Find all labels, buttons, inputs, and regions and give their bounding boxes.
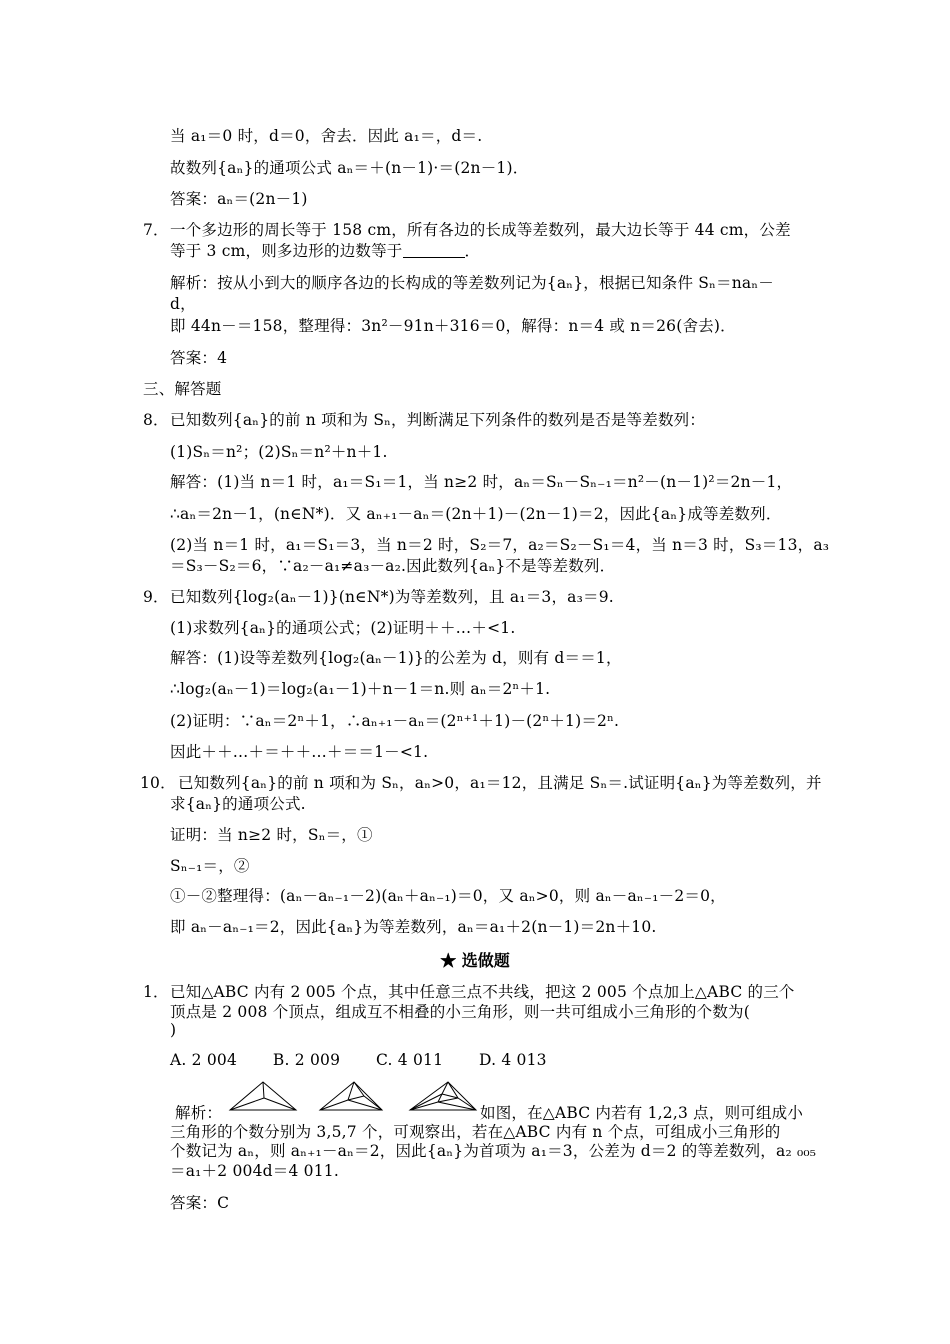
question-text: 已知△ABC 内有 2 005 个点，其中任意三点不共线，把这 2 005 个点加上△ABC 的三个 xyxy=(170,983,795,1001)
solution-line: ∴log₂(aₙ－1)＝log₂(a₁－1)＋n－1＝n.则 aₙ＝2ⁿ＋1. xyxy=(170,680,551,698)
question-text: (1)求数列{aₙ}的通项公式；(2)证明＋＋…＋<1. xyxy=(170,619,516,637)
answer-line: 答案：C xyxy=(170,1194,230,1212)
answer-choices: A. 2 004 B. 2 009 C. 4 011 D. 4 013 xyxy=(170,1051,547,1069)
optional-section-title: ★ 选做题 xyxy=(440,951,510,970)
question-text-part: ． xyxy=(464,242,481,260)
question-text: 已知数列{aₙ}的前 n 项和为 Sₙ，判断满足下列条件的数列是否是等差数列： xyxy=(170,411,706,429)
question-text-part: 等于 3 cm，则多边形的边数等于 xyxy=(170,242,403,260)
solution-line: d， xyxy=(170,295,196,313)
triangle-figure-3 xyxy=(408,1080,478,1112)
question-text: 一个多边形的周长等于 158 cm，所有各边的长成等差数列，最大边长等于 44 cm，公差 xyxy=(170,221,791,239)
question-text: (1)Sₙ＝n²；(2)Sₙ＝n²＋n＋1. xyxy=(170,443,388,461)
solution-line: 证明：当 n≥2 时，Sₙ＝，① xyxy=(170,826,373,844)
solution-line: 解答：(1)当 n＝1 时，a₁＝S₁＝1，当 n≥2 时，aₙ＝Sₙ－Sₙ₋₁＝n²－(n－1)²＝2n－1， xyxy=(170,473,793,491)
question-text: ) xyxy=(170,1021,177,1039)
text-line: 当 a₁＝0 时，d＝0，舍去．因此 a₁＝，d＝. xyxy=(170,127,483,145)
triangle-figure-1 xyxy=(228,1080,298,1112)
question-number: 7． xyxy=(143,221,169,239)
solution-line: 即 aₙ－aₙ₋₁＝2，因此{aₙ}为等差数列，aₙ＝a₁＋2(n－1)＝2n＋10. xyxy=(170,918,657,936)
solution-line: ∴aₙ＝2n－1，(n∈N*)．又 aₙ₊₁－aₙ＝(2n＋1)－(2n－1)＝2，因此{aₙ}成等差数列． xyxy=(170,505,782,523)
solution-line: 即 44n－＝158，整理得：3n²－91n＋316＝0，解得：n＝4 或 n＝26(舍去)． xyxy=(170,317,736,335)
question-text: 已知数列{aₙ}的前 n 项和为 Sₙ，aₙ>0，a₁＝12，且满足 Sₙ＝.试证明{aₙ}为等差数列，并 xyxy=(178,774,822,792)
section-heading: 三、解答题 xyxy=(143,380,222,398)
solution-line: 个数记为 aₙ，则 aₙ₊₁－aₙ＝2，因此{aₙ}为首项为 a₁＝3，公差为 d＝2 的等差数列，a₂ ₀₀₅ xyxy=(170,1142,817,1160)
question-number: 1． xyxy=(143,983,169,1001)
question-text: 顶点是 2 008 个顶点，组成互不相叠的小三角形，则一共可组成小三角形的个数为( xyxy=(170,1003,750,1021)
answer-line: 答案：4 xyxy=(170,349,228,367)
solution-label: 解析： xyxy=(175,1104,223,1122)
solution-line: 解答：(1)设等差数列{log₂(aₙ－1)}的公差为 d，则有 d＝＝1， xyxy=(170,649,622,667)
solution-line: 如图，在△ABC 内若有 1,2,3 点，则可组成小 xyxy=(480,1104,804,1122)
question-text: 求{aₙ}的通项公式. xyxy=(170,795,306,813)
question-text: 已知数列{log₂(aₙ－1)}(n∈N*)为等差数列，且 a₁＝3，a₃＝9. xyxy=(170,588,614,606)
answer-line: 答案：aₙ＝(2n－1) xyxy=(170,190,308,208)
solution-line: (2)证明：∵aₙ＝2ⁿ＋1，∴aₙ₊₁－aₙ＝(2ⁿ⁺¹＋1)－(2ⁿ＋1)＝2ⁿ. xyxy=(170,712,620,730)
solution-line: ＝a₁＋2 004d＝4 011. xyxy=(170,1162,339,1180)
solution-line: 三角形的个数分别为 3,5,7 个，可观察出，若在△ABC 内有 n 个点，可组成小三角形的 xyxy=(170,1123,781,1141)
solution-line: ①－②整理得：(aₙ－aₙ₋₁－2)(aₙ＋aₙ₋₁)＝0，又 aₙ>0，则 aₙ－aₙ₋₁－2＝0， xyxy=(170,887,726,905)
text-line: 故数列{aₙ}的通项公式 aₙ＝＋(n－1)·＝(2n－1)． xyxy=(170,159,529,177)
triangle-figure-2 xyxy=(318,1080,384,1112)
question-number: 9． xyxy=(143,588,169,606)
question-number: 8． xyxy=(143,411,169,429)
solution-line: Sₙ₋₁＝，② xyxy=(170,857,250,875)
solution-line: 因此＋＋…＋＝＋＋…＋＝＝1－<1. xyxy=(170,743,429,761)
answer-blank xyxy=(403,243,465,258)
solution-line: ＝S₃－S₂＝6，∵a₂－a₁≠a₃－a₂.因此数列{aₙ}不是等差数列． xyxy=(170,557,616,575)
question-number: 10． xyxy=(140,774,176,792)
solution-line: 解析：按从小到大的顺序各边的长构成的等差数列记为{aₙ}，根据已知条件 Sₙ＝naₙ－ xyxy=(170,274,774,292)
solution-line: (2)当 n＝1 时，a₁＝S₁＝3，当 n＝2 时，S₂＝7，a₂＝S₂－S₁＝4，当 n＝3 时，S₃＝13，a₃ xyxy=(170,536,830,554)
question-text xyxy=(170,241,480,261)
